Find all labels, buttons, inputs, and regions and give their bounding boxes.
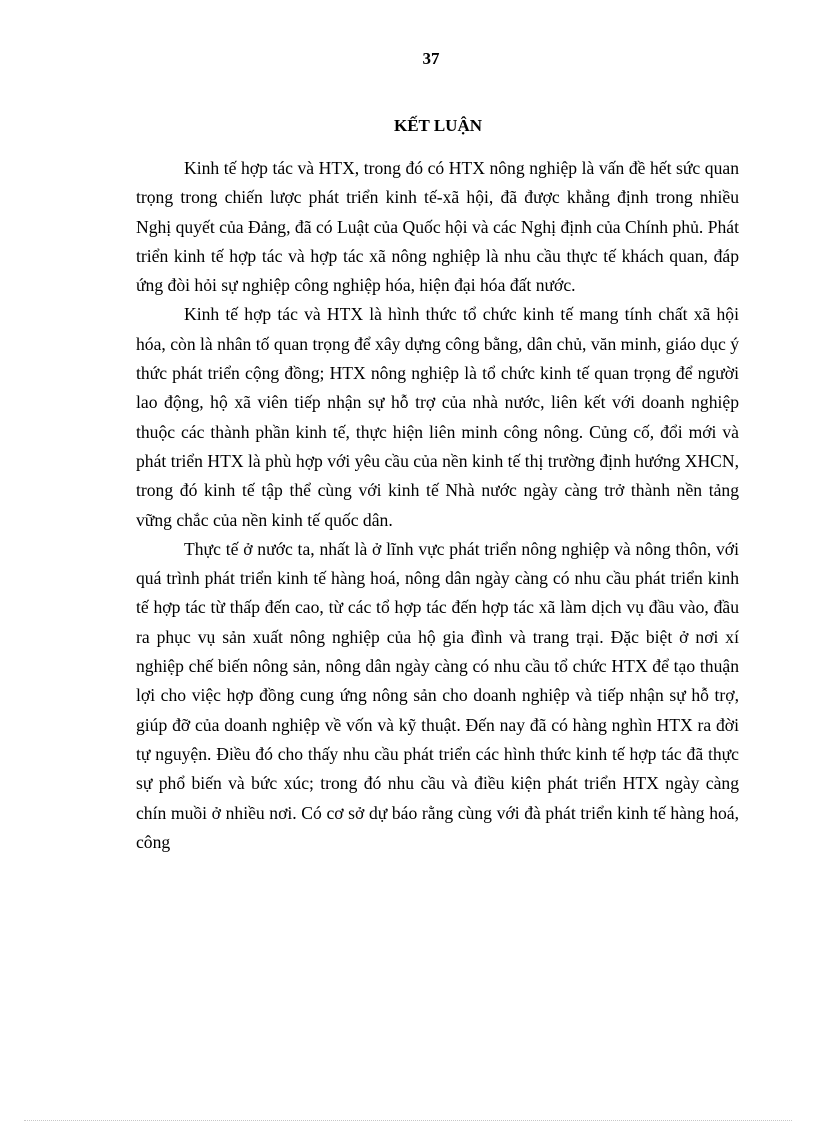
page-bottom-rule — [24, 1120, 792, 1121]
section-heading: KẾT LUẬN — [393, 116, 482, 135]
page-number: 37 — [422, 49, 440, 68]
paragraph-2: Kinh tế hợp tác và HTX là hình thức tổ chức kinh tế mang tính chất xã hội hóa, còn là nhân tố quan trọng để xây dựng công bằng, dân chủ, văn minh, giáo dục ý thức phát triển cộng đồng; HTX nông nghiệp là tổ chức kinh tế quan trọng để người lao động, hộ xã viên tiếp nhận sự hỗ trợ của nhà nước, liên kết với doanh nghiệp thuộc các thành phần kinh tế, thực hiện liên minh công nông. Củng cố, đổi mới và phát triển HTX là phù hợp với yêu cầu của nền kinh tế thị trường định hướng XHCN, trong đó kinh tế tập thể cùng với kinh tế Nhà nước ngày càng trở thành nền tảng vững chắc của nền kinh tế quốc dân. — [136, 304, 739, 530]
paragraph-1: Kinh tế hợp tác và HTX, trong đó có HTX nông nghiệp là vấn đề hết sức quan trọng trong chiến lược phát triển kinh tế-xã hội, đã được khẳng định trong nhiều Nghị quyết của Đảng, đã có Luật của Quốc hội và các Nghị định của Chính phủ. Phát triển kinh tế hợp tác và hợp tác xã nông nghiệp là nhu cầu thực tế khách quan, đáp ứng đòi hỏi sự nghiệp công nghiệp hóa, hiện đại hóa đất nước. — [136, 158, 739, 296]
body-text — [136, 154, 739, 857]
paragraph-3: Thực tế ở nước ta, nhất là ở lĩnh vực phát triển nông nghiệp và nông thôn, với quá trình phát triển kinh tế hàng hoá, nông dân ngày càng có nhu cầu phát triển kinh tế hợp tác từ thấp đến cao, từ các tổ hợp tác đến hợp tác xã làm dịch vụ đầu vào, đầu ra phục vụ sản xuất nông nghiệp của hộ gia đình và trang trại. Đặc biệt ở nơi xí nghiệp chế biến nông sản, nông dân ngày càng có nhu cầu tổ chức HTX để tạo thuận lợi cho việc hợp đồng cung ứng nông sản cho doanh nghiệp và tiếp nhận sự hỗ trợ, giúp đỡ của doanh nghiệp về vốn và kỹ thuật. Đến nay đã có hàng nghìn HTX ra đời tự nguyện. Điều đó cho thấy nhu cầu phát triển các hình thức kinh tế hợp tác đã thực sự phổ biến và bức xúc; trong đó nhu cầu và điều kiện phát triển HTX ngày càng chín muồi ở nhiều nơi. Có cơ sở dự báo rằng cùng với đà phát triển kinh tế hàng hoá, công — [136, 538, 739, 852]
